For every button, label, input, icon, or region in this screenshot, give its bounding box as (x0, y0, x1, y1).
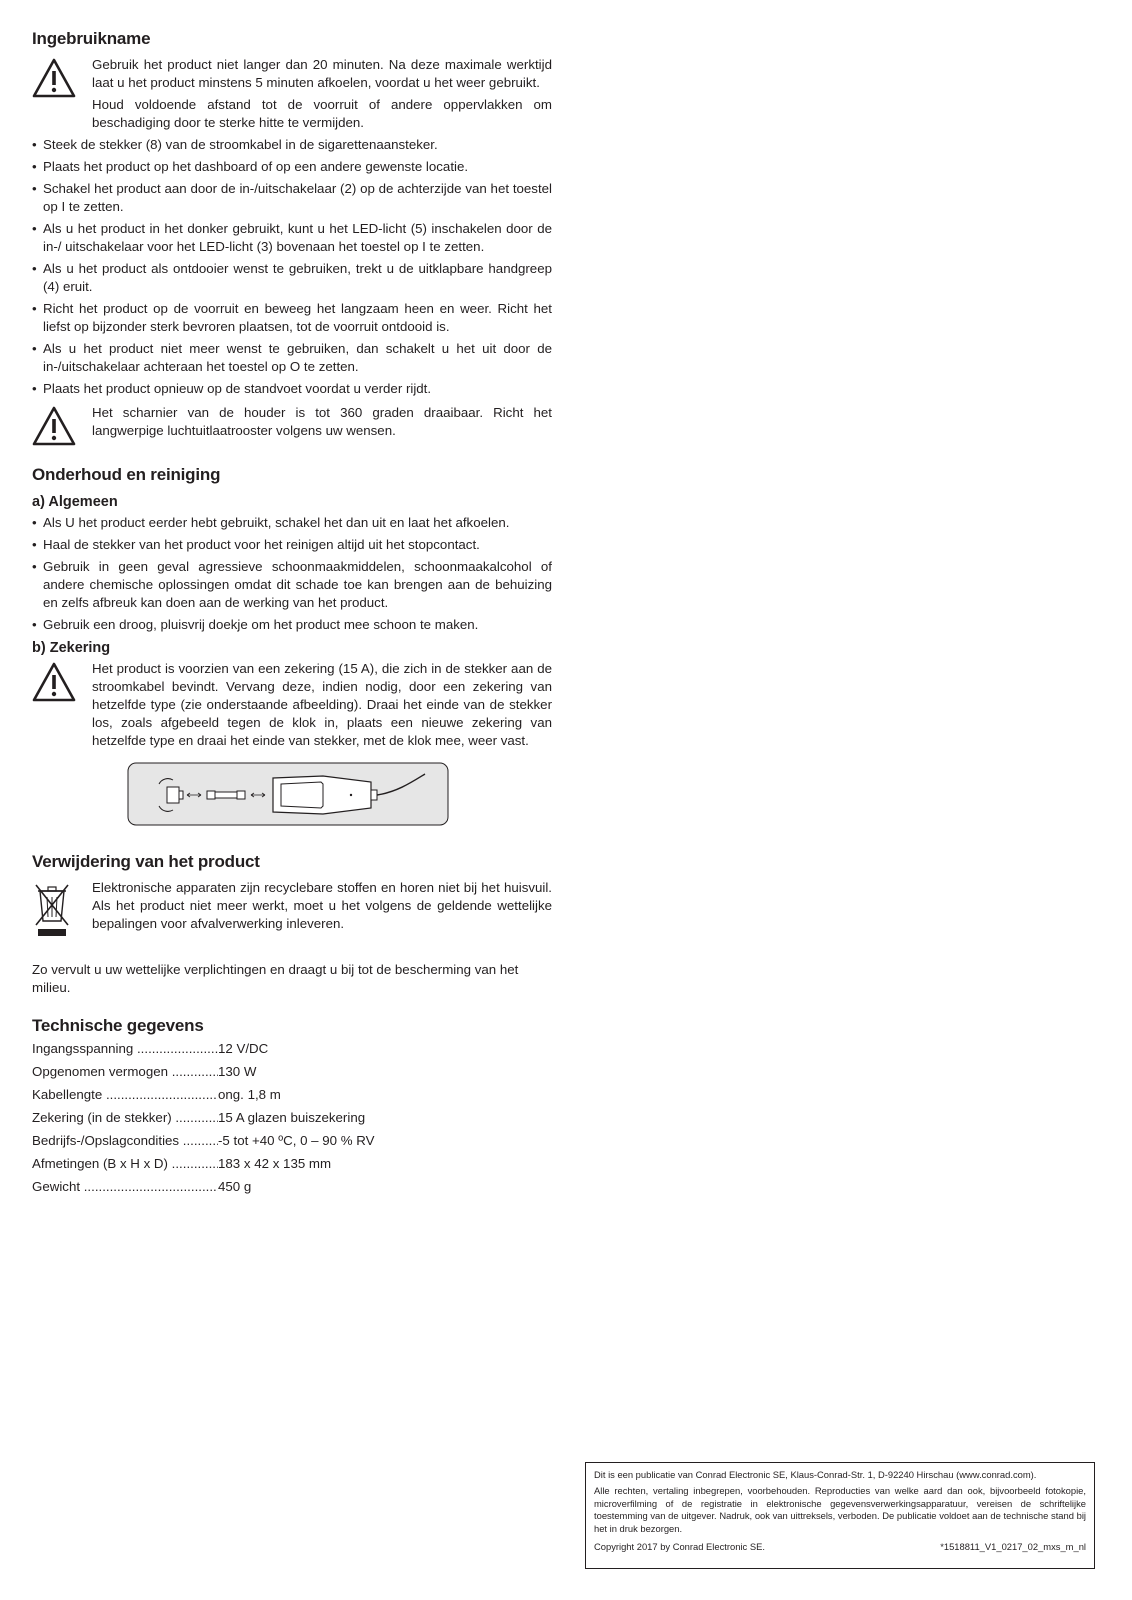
warning-text: Gebruik het product niet langer dan 20 minuten. Na deze maximale werktijd laat u het product minstens 5 minuten afkoelen, voordat u het weer gebruikt. (92, 57, 552, 90)
spec-value: -5 tot +40 ºC, 0 – 90 % RV (218, 1133, 375, 1148)
spec-value: 12 V/DC (218, 1041, 269, 1056)
list-item: • Als U het product eerder hebt gebruikt, schakel het dan uit en laat het afkoelen. (32, 514, 552, 532)
footer-doc-code: *1518811_V1_0217_02_mxs_m_nl (940, 1541, 1086, 1553)
weee-bin-icon (32, 881, 72, 939)
list-item: • Steek de stekker (8) van de stroomkabel in de sigarettenaansteker. (32, 136, 552, 154)
warning-text: Het product is voorzien van een zekering (15 A), die zich in de stekker aan de stroomkabel bevindt. Vervang deze, indien nodig, door een zekering van hetzelfde type (zie onderstaande afbeelding). Draai het einde van de stekker los, zoals afgebeeld tegen de klok in, plaats een nieuwe zekering van hetzelfde type en draai het einde van stekker, met de klok mee, weer vast. (92, 661, 552, 748)
section-title-verwijdering: Verwijdering van het product (32, 852, 260, 871)
list-item: • Plaats het product op het dashboard of op een andere gewenste locatie. (32, 158, 552, 176)
spec-row (32, 1178, 552, 1201)
warning-text: Het scharnier van de houder is tot 360 graden draaibaar. Richt het langwerpige luchtuitlaatrooster volgens uw wensen. (92, 405, 552, 438)
section-title-onderhoud: Onderhoud en reiniging (32, 465, 221, 484)
disposal-text: Elektronische apparaten zijn recyclebare stoffen en horen niet bij het huisvuil. Als het product niet meer werkt, moet u het volgens de geldende wettelijke bepalingen voor afvalverwerking inleveren. (92, 880, 552, 931)
warning-triangle-icon (32, 406, 76, 446)
publisher-footer (585, 1462, 1095, 1569)
warning-block-hinge (32, 404, 552, 450)
spec-label: Gewicht ..... (32, 1178, 218, 1201)
spec-row (32, 1086, 552, 1109)
section-title-ingebruikname: Ingebruikname (32, 29, 151, 48)
spec-value: 450 g (218, 1179, 252, 1194)
spec-row (32, 1040, 552, 1063)
main-column (32, 28, 552, 1201)
spec-table (32, 1040, 552, 1201)
spec-label: Afmetingen (B x H x D) ..... (32, 1155, 218, 1178)
list-item: • Gebruik een droog, pluisvrij doekje om het product mee schoon te maken. (32, 616, 552, 634)
list-item: • Als u het product niet meer wenst te gebruiken, dan schakelt u het uit door de in-/uitschakelaar achteraan het toestel op O te zetten. (32, 340, 552, 376)
spec-row (32, 1155, 552, 1178)
list-item: • Haal de stekker van het product voor het reinigen altijd uit het stopcontact. (32, 536, 552, 554)
spec-label: Zekering (in de stekker) ..... (32, 1109, 218, 1132)
bullet-list-ingebruikname (32, 136, 552, 398)
list-item: • Richt het product op de voorruit en beweeg het langzaam heen en weer. Richt het liefst op bijzonder sterk bevroren plaatsen, tot de voorruit ontdooid is. (32, 300, 552, 336)
spec-value: ong. 1,8 m (218, 1087, 281, 1102)
spec-label: Ingangsspanning ..... (32, 1040, 218, 1063)
subsection-title-algemeen: a) Algemeen (32, 494, 118, 510)
spec-label: Kabellengte ..... (32, 1086, 218, 1109)
list-item: • Als u het product in het donker gebruikt, kunt u het LED-licht (5) inschakelen door de in-/ uitschakelaar voor het LED-licht (3) bovenaan het toestel op I te zetten. (32, 220, 552, 256)
fuse-replacement-diagram (127, 762, 449, 826)
warning-triangle-icon (32, 58, 76, 98)
list-item: • Gebruik in geen geval agressieve schoonmaakmiddelen, schoonmaakalcohol of andere chemische oplossingen omdat dit schade toe kan brengen aan de behuizing en zelfs afbreuk kan doen aan de werking van het product. (32, 558, 552, 612)
warning-text: Houd voldoende afstand tot de voorruit of andere oppervlakken om beschadiging door te sterke hitte te vermijden. (92, 97, 552, 130)
footer-copyright: Copyright 2017 by Conrad Electronic SE. (594, 1541, 765, 1553)
warning-block-usage-time (32, 56, 552, 132)
footer-publisher: Dit is een publicatie van Conrad Electronic SE, Klaus-Conrad-Str. 1, D-92240 Hirschau (www.conrad.com). (594, 1469, 1037, 1480)
list-item: • Als u het product als ontdooier wenst te gebruiken, trekt u de uitklapbare handgreep (4) eruit. (32, 260, 552, 296)
warning-triangle-icon (32, 662, 76, 702)
spec-row (32, 1063, 552, 1086)
disposal-block (32, 879, 552, 957)
list-item: • Plaats het product opnieuw op de standvoet voordat u verder rijdt. (32, 380, 552, 398)
warning-block-fuse (32, 660, 552, 750)
spec-label: Opgenomen vermogen ..... (32, 1063, 218, 1086)
spec-value: 183 x 42 x 135 mm (218, 1156, 332, 1171)
bullet-list-onderhoud (32, 514, 552, 634)
spec-value: 15 A glazen buiszekering (218, 1110, 366, 1125)
list-item: • Schakel het product aan door de in-/uitschakelaar (2) op de achterzijde van het toestel op I te zetten. (32, 180, 552, 216)
footer-rights: Alle rechten, vertaling inbegrepen, voorbehouden. Reproducties van welke aard dan ook, bijvoorbeeld fotokopie, microverfilming of de registratie in elektronische gegevensverwerkingsapparatuur, vereisen de schriftelijke toestemming van de uitgever. Nadruk, ook van uittreksels, verboden. De publicatie voldoet aan de technische stand bij het in druk bezorgen. (594, 1485, 1086, 1534)
spec-row (32, 1132, 552, 1155)
subsection-title-zekering: b) Zekering (32, 640, 111, 656)
spec-value: 130 W (218, 1064, 257, 1079)
spec-row (32, 1109, 552, 1132)
spec-label: Bedrijfs-/Opslagcondities ..... (32, 1132, 218, 1155)
disposal-closing: Zo vervult u uw wettelijke verplichtingen en draagt u bij tot de bescherming van het milieu. (32, 962, 519, 995)
section-title-technisch: Technische gegevens (32, 1016, 204, 1035)
